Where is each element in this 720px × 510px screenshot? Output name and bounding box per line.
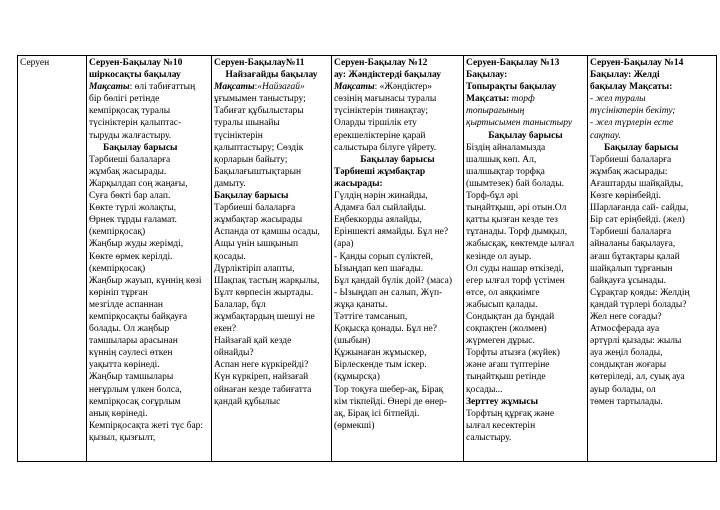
- col3-line: (ара): [334, 239, 354, 250]
- col3-goal-line: : «Жәндіктер»: [374, 82, 433, 93]
- col4-line: жабысқақ, көктемде ылғал: [466, 239, 575, 250]
- col2-progress-heading: Бақылау барысы: [214, 191, 289, 202]
- col5-topic: бақылау Мақсаты:: [590, 82, 673, 93]
- col5-line: қандай түрлері болады?: [590, 299, 687, 310]
- col5-body: [590, 154, 714, 408]
- col4-research-line: Торфтың құрғақ және: [466, 408, 555, 419]
- col1-goal-label: Мақсаты: [89, 82, 130, 93]
- col4-line: қатты қызған кезде тез: [466, 215, 558, 226]
- col1-body: [89, 154, 209, 444]
- col1-progress-heading: Бақылау барысы: [103, 142, 178, 153]
- col3-line: (шыбын): [334, 336, 371, 347]
- col2-goal-line: ұғымымен таныстыру;: [214, 94, 306, 105]
- col3-line: Бірлескенде тым іскер.: [334, 360, 427, 371]
- col2-line: Шақпақ тастың жарқылы,: [214, 275, 320, 286]
- col3-line: Еңбеккорды аялайды,: [334, 215, 422, 226]
- col2-line: Аспанда от қамшы осады,: [214, 227, 320, 238]
- col5-subtitle: Бақылау: Желді: [590, 70, 660, 81]
- col3-line: Адамға бал сыйлайды.: [334, 203, 426, 214]
- col5-line: сондықтан жоғары: [590, 360, 667, 371]
- col3-line: кім тікпейді. Өнері де өнер-: [334, 396, 447, 407]
- col2-line: қосады.: [214, 251, 246, 262]
- col5-line: Бір сәт еріңбейді. (жел): [590, 215, 685, 226]
- walk-observation-10: [87, 56, 212, 462]
- col2-line: Күн күркіреп, найзағай: [214, 372, 309, 383]
- col1-line: Суға бөкті бар алап.: [89, 191, 171, 202]
- col4-line: шалшықтар торфқа: [466, 166, 545, 177]
- lesson-plan-table: [17, 55, 717, 462]
- walk-observation-11: Серуен-Бақылау№11 Найзағайды бақылау Мақсаты:«Найзағай» ұғымымен таныстыру; Табиғат құбылыстары туралы шынайы түсініктерін қалыптастыру; Сөздік қорларын байыту; Бақылағыштықтарын дамыту. Бақылау барысы Тәрбиеші балаларға жұмбақтар жасырады Аспанда от қамшы осады, Ащы үнін ышқынып қосады. Дүрліктіріп алапты, Шақпақ тастың жарқылы, Бұлт көрпесін жыртады. Балалар, бұл жұмбақтардың шешуі не екен? Найзағай қай кезде ойнайды? Аспан неге күркірейді? Күн күркіреп, найзағай ойнаған кезде табиғатта қандай құбылыс: [212, 56, 332, 462]
- col3-line: Тәттіге тамсанып,: [334, 311, 408, 322]
- col1-line: жұмбақ жасырады.: [89, 166, 167, 177]
- col1-goal-line: тыруды жалғастыру.: [89, 130, 172, 141]
- col5-title: Серуен-Бақылау №14: [590, 58, 684, 68]
- col1-line: неғұрлым үлкен болса,: [89, 384, 182, 395]
- col2-goal-line: «Найзағай»: [257, 82, 305, 93]
- col1-line: Көкте өрмек керілді.: [89, 251, 173, 262]
- table-row: [18, 56, 717, 462]
- col2-goal-line: туралы шынайы: [214, 118, 280, 129]
- col4-line: Сондықтан да бұндай: [466, 311, 555, 322]
- col4-progress-heading: Бақылау барысы: [488, 130, 563, 141]
- col2-goal-label: Мақсаты: [214, 82, 255, 93]
- col2-goal-line: түсініктерін: [214, 130, 263, 141]
- col2-line: жұмбақтардың шешуі не: [214, 311, 315, 322]
- col4-line: тұтанады. Торф дымқыл,: [466, 227, 568, 238]
- col3-line: ақ, Бірақ ісі бітпейді.: [334, 408, 420, 419]
- col2-goal-line: қалыптастыру; Сөздік: [214, 142, 304, 153]
- col4-line: тыңайтқыш ретінде: [466, 372, 546, 383]
- col4-topic: Топырақты бақылау: [466, 82, 557, 93]
- col4-line: Торф-бұл әрі: [466, 191, 519, 202]
- col4-line: шалшық көп. Ал,: [466, 154, 537, 165]
- walk-observation-14: [588, 56, 717, 462]
- col3-line: Бұл қандай бүлік дой? (маса): [334, 275, 452, 286]
- col4-line: тыңайтқыш, әрі отын.Ол: [466, 203, 567, 214]
- col1-line: Жаңбыр жуды жерімді,: [89, 239, 184, 250]
- col1-line: кемпірқосақ соғұрлым: [89, 396, 181, 407]
- col5-line: Жел неге соғады?: [590, 311, 662, 322]
- col3-work-heading: Тәрбиеші жұмбақтар: [334, 166, 426, 177]
- col5-line: Тәрбиеші балаларға: [590, 154, 672, 165]
- col3-goal-label: Мақсаты: [334, 82, 375, 93]
- col5-line: төмен тартылады.: [590, 396, 663, 407]
- col2-line: Балалар, бұл: [214, 299, 266, 310]
- col2-goal-line: қорларын байыту;: [214, 154, 288, 165]
- col4-line: және ағаш түптеріне: [466, 360, 550, 371]
- col4-line: өтсе, ол аяқкиімге: [466, 287, 540, 298]
- col4-line: соқпақтен (жолмен): [466, 324, 547, 335]
- col4-line: жабысып қалады.: [466, 299, 538, 310]
- col4-goal-line: қыртысымен таныстыру: [466, 118, 573, 129]
- col1-line: уақытта көрінеді.: [89, 360, 160, 371]
- col1-line: тамшылары арасынан: [89, 336, 178, 347]
- col3-goal-line: сөзінің мағынасы туралы: [334, 94, 437, 105]
- col3-line: Тор тоқуға шебер-ақ, Бірақ: [334, 384, 444, 395]
- col4-line: Біздің айналамызда: [466, 142, 546, 153]
- col3-progress-heading: Бақылау барысы: [360, 154, 435, 165]
- col1-subtitle: шіркосақты бақылау: [89, 70, 181, 81]
- col4-line: Торфты атызға (жүйек): [466, 348, 560, 359]
- col4-research-line: салыстыру.: [466, 432, 512, 443]
- col1-line: анық көрінеді.: [89, 408, 148, 419]
- col3-line: жұқа қанаты.: [334, 299, 388, 310]
- col4-line: қосады...: [466, 384, 503, 395]
- col3-title: Серуен-Бақылау №12: [334, 58, 428, 68]
- col3-subtitle: ау: Жәндіктерді бақылау: [334, 70, 442, 81]
- col1-line: болады. Ол жаңбыр: [89, 324, 170, 335]
- col2-title: Серуен-Бақылау№11: [214, 58, 305, 68]
- col1-line: күннің сәулесі өткен: [89, 348, 173, 359]
- col1-goal-line: : өлі табиғаттың: [129, 82, 196, 93]
- col3-line: Гүлдің нәрін жинайды,: [334, 191, 428, 202]
- col2-line: Аспан неге күркірейді?: [214, 360, 309, 371]
- col4-line: (шымтезек) бай болады.: [466, 178, 564, 189]
- col3-line: - Қанды сорып сүліктей,: [334, 251, 433, 262]
- col3-line: (құмырсқа): [334, 372, 380, 383]
- col1-goal-line: түсініктерін қалыптас-: [89, 118, 182, 129]
- col5-line: әртүрлі қызады: жылы: [590, 336, 682, 347]
- col5-goal-line: сақтау.: [590, 130, 621, 141]
- col4-title: Серуен-Бақылау №13: [466, 58, 560, 68]
- col4-line: жүрмеген дұрыс.: [466, 336, 535, 347]
- col3-line: Еріншекті аямайды. Бұл не?: [334, 227, 449, 238]
- col5-line: Ағаштарды шайқайды,: [590, 178, 684, 189]
- col4-line: Ол суды нашар өткізеді,: [466, 263, 564, 274]
- col3-body: [334, 190, 461, 432]
- col5-goal-line: - жел туралы: [590, 94, 646, 105]
- col4-research-heading: Зерттеу жұмысы: [466, 396, 538, 407]
- col5-line: ағаш бұтақтары қалай: [590, 251, 680, 262]
- col4-line: егер ылғал торф үстімен: [466, 275, 565, 286]
- col2-line: екен?: [214, 324, 237, 335]
- walk-observation-13: [464, 56, 588, 462]
- col3-line: Қоқысқа қонады. Бұл не?: [334, 324, 437, 335]
- col1-line: Жаңбыр жауып, күннің көзі: [89, 275, 202, 286]
- col2-line: ойнаған кезде табиғатта: [214, 384, 312, 395]
- col5-line: Сұрақтар қояды: Желдің: [590, 287, 690, 298]
- row-label: Серуен: [20, 58, 50, 68]
- col2-body: [214, 202, 329, 408]
- col4-line: кезінде ол ауыр.: [466, 251, 532, 262]
- col2-line: ойнайды?: [214, 348, 254, 359]
- col1-line: Жаңбыр тамшылары: [89, 372, 174, 383]
- col1-line: қызыл, қызғылт,: [89, 432, 156, 443]
- col3-goal-line: түсініктерін тиянақтау;: [334, 106, 428, 117]
- col4-goal-line: торф: [509, 94, 535, 105]
- col2-line: қандай құбылыс: [214, 396, 281, 407]
- col2-line: Бұлт көрпесін жыртады.: [214, 287, 314, 298]
- col5-line: жұмбақ жасырады:: [590, 166, 668, 177]
- col2-line: Тәрбиеші балаларға: [214, 203, 296, 214]
- col1-line: Тәрбиеші балаларға: [89, 154, 171, 165]
- col1-line: Өрнек тұрды ғаламат.: [89, 215, 177, 226]
- row-label-cell: [18, 56, 87, 462]
- col4-body: [466, 142, 585, 396]
- col4-goal-line: топырағының: [466, 106, 525, 117]
- col1-line: (кемпірқосақ): [89, 263, 146, 274]
- col5-line: көтеріледі, ал, суық ауа: [590, 372, 685, 383]
- col5-progress-heading: Бақылау барысы: [604, 142, 679, 153]
- walk-observation-12: [332, 56, 464, 462]
- col1-line: көрініп тұрған: [89, 287, 148, 298]
- col2-goal-line: дамыту.: [214, 178, 246, 189]
- col3-goal-line: салыстыра білуге үйрету.: [334, 142, 437, 153]
- col1-line: мезгілде аспаннан: [89, 299, 164, 310]
- col3-work-heading: жасырады:: [334, 178, 383, 189]
- col3-line: - Ызыңдап ән салып, Жүп-: [334, 287, 443, 298]
- col5-line: шайқалып тұрғанын: [590, 263, 673, 274]
- col3-goal-line: ерекшеліктеріне қарай: [334, 130, 426, 141]
- col2-line: жұмбақтар жасырады: [214, 215, 303, 226]
- col1-line: кемпірқосақты байқауға: [89, 311, 188, 322]
- col5-line: ауыр болады, ол: [590, 384, 656, 395]
- col5-line: Көзге көрінбейді.: [590, 191, 661, 202]
- col1-line: Көкте түрлі жолақты,: [89, 203, 177, 214]
- col1-goal-line: кемпірқосақ туралы: [89, 106, 171, 117]
- col2-goal-line: Бақылағыштықтарын: [214, 166, 302, 177]
- col1-title: Серуен-Бақылау №10: [89, 58, 183, 68]
- col2-subtitle: Найзағайды бақылау: [225, 70, 318, 81]
- col5-line: ауа жеңіл болады,: [590, 348, 663, 359]
- col5-goal-line: түсініктерін бекіту;: [590, 106, 676, 117]
- col1-goal-line: бір бөлігі ретінде: [89, 94, 160, 105]
- col5-line: Атмосферада ауа: [590, 324, 660, 335]
- col3-goal-line: Оларды тіршілік ету: [334, 118, 417, 129]
- col2-line: Дүрліктіріп алапты,: [214, 263, 295, 274]
- col1-line: (кемпірқосақ): [89, 227, 146, 238]
- col5-goal-line: - жел түрлерін есте: [590, 118, 674, 129]
- col2-line: Ащы үнін ышқынып: [214, 239, 299, 250]
- col5-line: айналаны бақылауға,: [590, 239, 676, 250]
- col2-line: Найзағай қай кезде: [214, 336, 292, 347]
- col1-line: Жарқылдап соң жаңағы,: [89, 178, 188, 189]
- col1-line: Кемпірқосақта жеті түс бар:: [89, 420, 204, 431]
- col5-line: Шарлағанда сай- сайды,: [590, 203, 689, 214]
- col4-goal-label: Мақсаты:: [466, 94, 510, 105]
- col3-line: Ызыңдап кеп шағады.: [334, 263, 424, 274]
- col4-subtitle: Бақылау:: [466, 70, 508, 81]
- col5-line: Тәрбиеші балаларға: [590, 227, 672, 238]
- col4-research-line: ылғал кесектерін: [466, 420, 536, 431]
- col2-goal-line: Табиғат құбылыстары: [214, 106, 304, 117]
- col3-line: (өрмекші): [334, 420, 375, 431]
- col3-line: Құжынаған жұмыскер,: [334, 348, 427, 359]
- col5-line: байқауға ұсынады.: [590, 275, 666, 286]
